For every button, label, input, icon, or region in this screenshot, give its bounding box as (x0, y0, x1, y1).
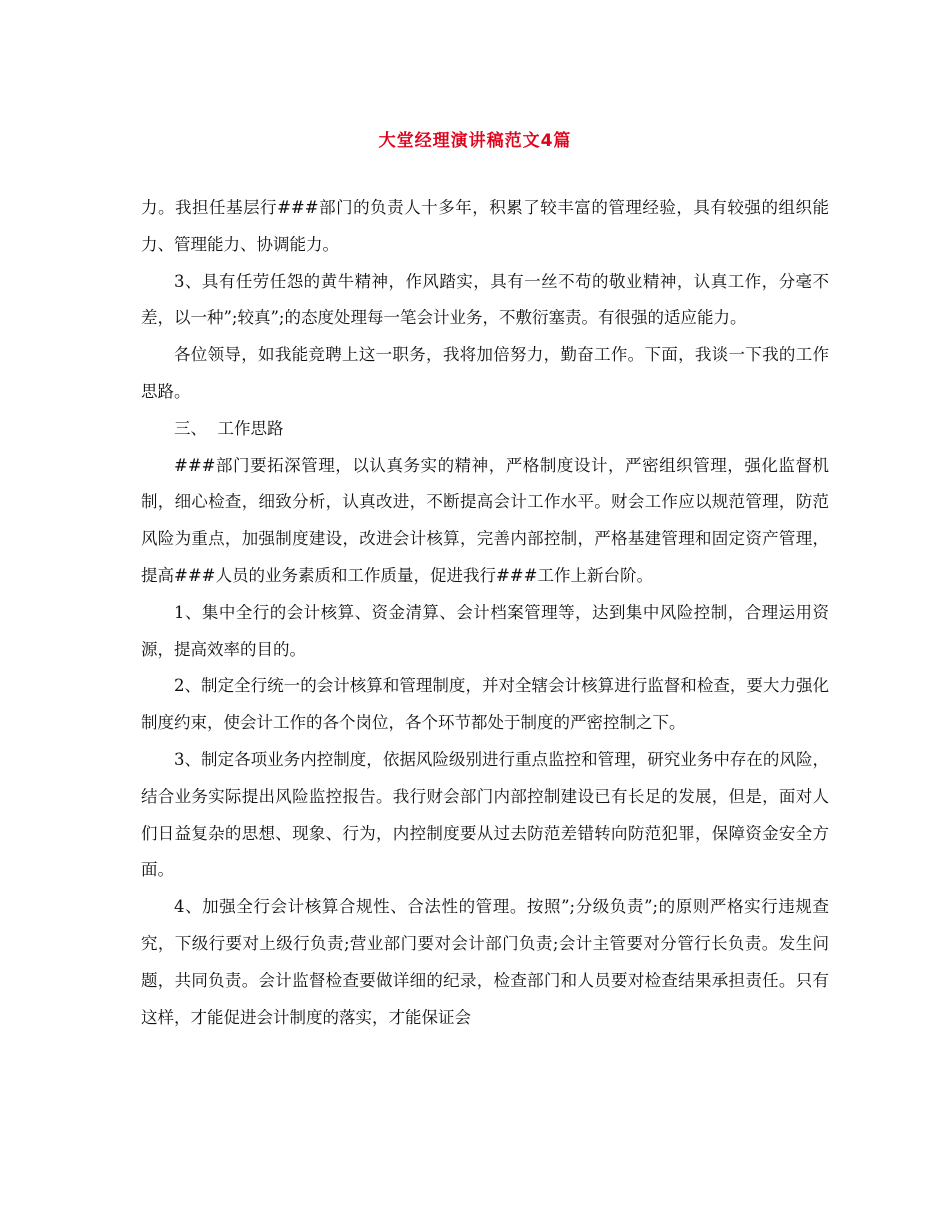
paragraph-1: 力。我担任基层行###部门的负责人十多年，积累了较丰富的管理经验，具有较强的组织能力、管理能力、协调能力。 (141, 198, 829, 254)
paragraph-8: 3、制定各项业务内控制度，依据风险级别进行重点监控和管理，研究业务中存在的风险，结合业务实际提出风险监控报告。我行财会部门内部控制建设已有长足的发展，但是，面对人们日益复杂的思想、现象、行为，内控制度要从过去防范差错转向防范犯罪，保障资金安全方面。 (141, 749, 829, 880)
paragraph-2: 3、具有任劳任怨的黄牛精神，作风踏实，具有一丝不苟的敬业精神，认真工作，分毫不差，以一种”;较真”;的态度处理每一笔会计业务，不敷衍塞责。有很强的适应能力。 (141, 271, 829, 328)
paragraph-6: 1、集中全行的会计核算、资金清算、会计档案管理等，达到集中风险控制，合理运用资源，提高效率的目的。 (141, 602, 829, 659)
paragraph-9: 4、加强全行会计核算合规性、合法性的管理。按照”;分级负责”;的原则严格实行违规查究，下级行要对上级行负责;营业部门要对会计部门负责;会计主管要对分管行长负责。发生问题，共同负责。会计监督检查要做详细的纪录，检查部门和人员要对检查结果承担责任。只有这样，才能促进会计制度的落实，才能保证会 (141, 897, 829, 1027)
document-title: 大堂经理演讲稿范文4篇 (378, 131, 572, 151)
paragraph-7: 2、制定全行统一的会计核算和管理制度，并对全辖会计核算进行监督和检查，要大力强化制度约束，使会计工作的各个岗位，各个环节都处于制度的严密控制之下。 (141, 676, 829, 733)
document-body (141, 190, 829, 1036)
paragraph-3: 各位领导，如我能竞聘上这一职务，我将加倍努力，勤奋工作。下面，我谈一下我的工作思路。 (141, 345, 829, 401)
paragraph-5: ###部门要拓深管理，以认真务实的精神，严格制度设计，严密组织管理，强化监督机制，细心检查，细致分析，认真改进，不断提高会计工作水平。财会工作应以规范管理，防范风险为重点，加强制度建设，改进会计核算，完善内部控制，严格基建管理和固定资产管理，提高###人员的业务素质和工作质量，促进我行###工作上新台阶。 (141, 455, 829, 585)
section-heading: 三、 工作思路 (174, 418, 284, 438)
